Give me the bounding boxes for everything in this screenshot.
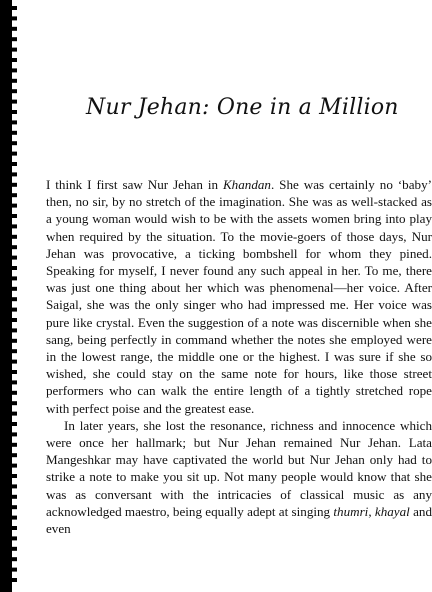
binding-hole xyxy=(9,578,17,582)
binding-hole xyxy=(9,37,17,41)
binding-hole xyxy=(9,152,17,156)
binding-hole xyxy=(9,318,17,322)
binding-hole xyxy=(9,120,17,124)
genre-thumri: thumri xyxy=(333,503,369,519)
spiral-binding-holes xyxy=(0,0,30,592)
binding-hole xyxy=(9,484,17,488)
binding-hole xyxy=(9,495,17,499)
binding-hole xyxy=(9,27,17,31)
paragraph-1-lead: I think I first saw Nur Jehan in xyxy=(46,177,223,192)
binding-hole xyxy=(9,349,17,353)
paragraph-2-text: In later years, she lost the resonance, richness and innocence which were once her hallmark; but Nur Jehan remained Nur Jehan. Lata Mangeshkar may have captivated the world but Nur Jehan only had to strike a note to make you sit up. Not many people would know that she was as conversant with the intricacies of classical music as any acknowledged maestro, being equally adept at singing xyxy=(46,417,432,519)
binding-hole xyxy=(9,183,17,187)
binding-hole xyxy=(9,557,17,561)
binding-hole xyxy=(9,162,17,166)
binding-hole xyxy=(9,516,17,520)
binding-hole xyxy=(9,547,17,551)
binding-hole xyxy=(9,328,17,332)
binding-hole xyxy=(9,110,17,114)
paragraph-1-tail: . She was certainly no ‘baby’ then, no sir, by no stretch of the imagination. She was as well-stacked as a young woman would wish to be with the assets women bring into play when required by the situation. To the movie-goers of those days, Nur Jehan was provocative, a ticking bombshell for whom they pined. Speaking for myself, I never found any such appeal in her. To me, there was just one thing about her which was phenomenal—her voice. After Saigal, she was the only singer who had impressed me. Her voice was pure like crystal. Even the suggestion of a note was discernible when she sang, being perfectly in command whether the notes she employed were in the lowest range, the middle one or the highest. I was sure if she so wished, she could stay on the same note for hours, like those street performers who can walk the entire length of a tightly stretched rope with perfect poise and the greatest ease. xyxy=(46,177,432,416)
binding-hole xyxy=(9,401,17,405)
binding-hole xyxy=(9,141,17,145)
binding-hole xyxy=(9,422,17,426)
genre-khayal: khayal xyxy=(374,503,410,519)
binding-hole xyxy=(9,68,17,72)
paragraph-2 xyxy=(46,417,432,537)
binding-hole xyxy=(9,58,17,62)
binding-hole xyxy=(9,464,17,468)
binding-hole xyxy=(9,568,17,572)
binding-hole xyxy=(9,536,17,540)
binding-hole xyxy=(9,172,17,176)
binding-hole xyxy=(9,380,17,384)
binding-hole xyxy=(9,370,17,374)
binding-hole xyxy=(9,505,17,509)
binding-hole xyxy=(9,297,17,301)
binding-hole xyxy=(9,224,17,228)
binding-hole xyxy=(9,412,17,416)
paragraph-1 xyxy=(46,176,432,417)
paragraph-2-end: and even xyxy=(46,503,432,537)
binding-hole xyxy=(9,443,17,447)
binding-hole xyxy=(9,526,17,530)
binding-hole xyxy=(9,235,17,239)
binding-hole xyxy=(9,339,17,343)
binding-hole xyxy=(9,79,17,83)
binding-hole xyxy=(9,453,17,457)
book-page xyxy=(30,0,432,592)
binding-hole xyxy=(9,6,17,10)
binding-hole xyxy=(9,193,17,197)
binding-hole xyxy=(9,256,17,260)
binding-hole xyxy=(9,287,17,291)
binding-hole xyxy=(9,432,17,436)
binding-hole xyxy=(9,391,17,395)
binding-hole xyxy=(9,48,17,52)
binding-hole xyxy=(9,16,17,20)
paragraph-2-sep: , xyxy=(368,503,375,519)
binding-hole xyxy=(9,131,17,135)
binding-hole xyxy=(9,474,17,478)
binding-hole xyxy=(9,308,17,312)
binding-hole xyxy=(9,214,17,218)
binding-hole xyxy=(9,360,17,364)
binding-hole xyxy=(9,245,17,249)
binding-hole xyxy=(9,89,17,93)
chapter-body xyxy=(46,176,432,537)
binding-hole xyxy=(9,276,17,280)
chapter-title: Nur Jehan: One in a Million xyxy=(86,95,399,120)
binding-hole xyxy=(9,204,17,208)
film-title-khandan: Khandan xyxy=(222,177,271,192)
binding-hole xyxy=(9,100,17,104)
binding-hole xyxy=(9,266,17,270)
